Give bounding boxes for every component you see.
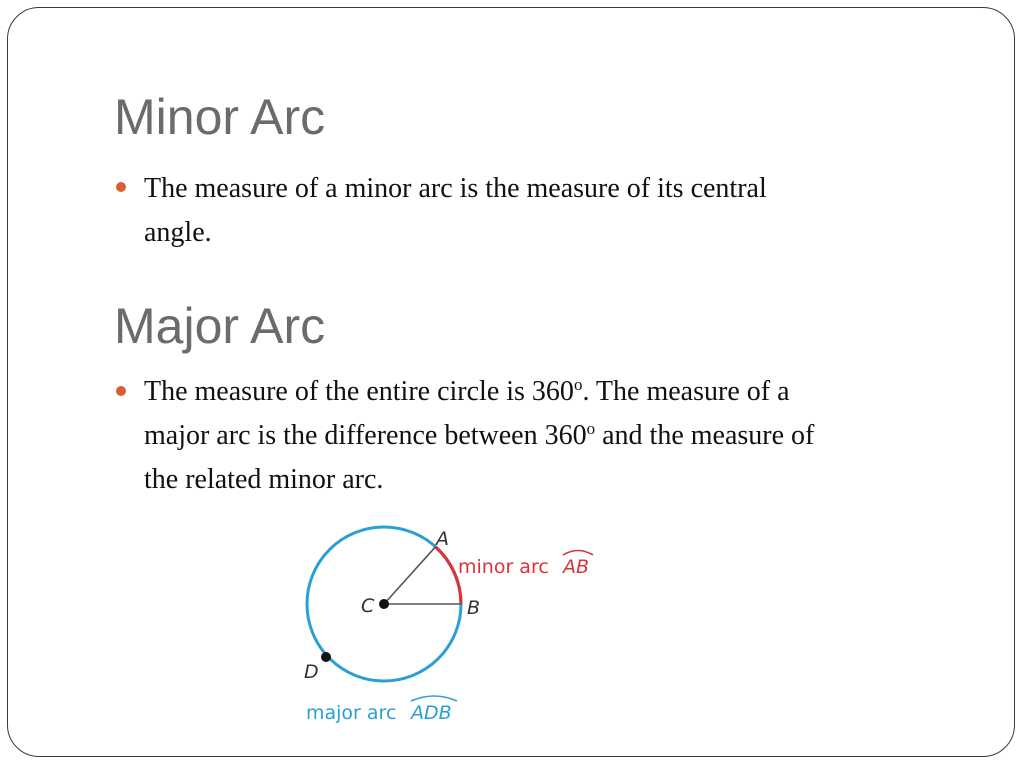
bullet-icon (116, 182, 126, 192)
major-arc-label: major arc (306, 702, 397, 724)
arc-symbol (411, 696, 457, 701)
text-segment: major arc is the difference between 360 (144, 420, 587, 451)
label-d: D (304, 661, 319, 683)
minor-arc-label: minor arc (458, 556, 549, 578)
text-line: the related minor arc. (144, 464, 384, 495)
label-c: C (361, 595, 375, 617)
center-point-c (379, 599, 389, 609)
bullet-icon (116, 386, 126, 396)
label-a: A (436, 528, 449, 550)
minor-arc-name: AB (563, 556, 590, 578)
point-d (321, 652, 331, 662)
text-line: The measure of a minor arc is the measure of its central (144, 173, 767, 204)
label-b: B (467, 597, 481, 619)
major-arc-name: ADB (411, 702, 452, 724)
text-line: angle. (144, 217, 212, 248)
radius-ca (384, 547, 436, 604)
text-segment: and the measure of (595, 420, 815, 451)
text-segment: The measure of the entire circle is 360 (144, 376, 574, 407)
minor-arc-definition (144, 167, 924, 255)
degree-superscript: o (586, 419, 596, 438)
text-segment: . The measure of a (582, 376, 790, 407)
major-arc-definition (144, 370, 964, 502)
heading-minor-arc: Minor Arc (114, 89, 326, 145)
arc-diagram (290, 515, 620, 735)
heading-major-arc: Major Arc (114, 298, 326, 354)
degree-superscript: o (573, 375, 583, 394)
arc-symbol (563, 551, 593, 556)
